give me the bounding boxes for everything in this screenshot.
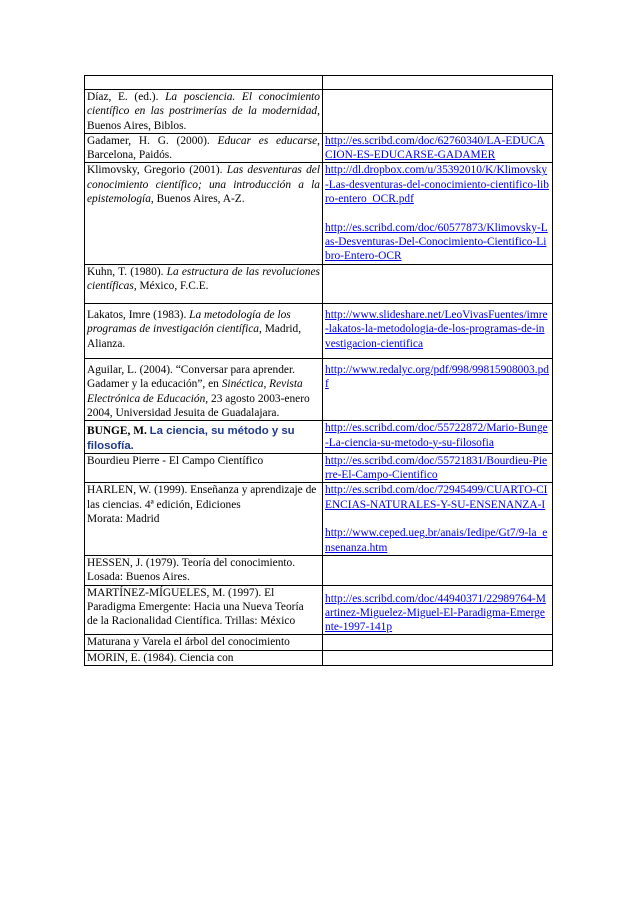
link-cell — [323, 453, 553, 483]
reference-link[interactable]: http://dl.dropbox.com/u/35392010/K/Klimovsky-Las-desventuras-del-conocimiento-cientifico-libro-entero_OCR.pdf — [325, 164, 549, 206]
reference-details: , Buenos Aires, Biblos. — [87, 105, 320, 132]
reference-author: HARLEN, W. (1999). Enseñanza y aprendizaje de las ciencias. 4ª edición, Ediciones — [87, 484, 317, 511]
link-cell — [323, 133, 553, 163]
link-cell — [323, 359, 553, 421]
table-row — [85, 304, 553, 359]
reference-work-title: La ciencia, su método y su filosofía. — [87, 425, 295, 452]
reference-cell — [85, 304, 323, 359]
reference-details: , Barcelona, Paidós. — [87, 134, 320, 162]
reference-cell — [85, 585, 323, 635]
reference-author: Bourdieu Pierre - El Campo Científico — [87, 454, 264, 467]
reference-link[interactable]: http://es.scribd.com/doc/44940371/22989764-Martinez-Miguelez-Miguel-El-Paradigma-Emergente-1997-141p — [325, 592, 546, 634]
reference-cell — [85, 264, 323, 304]
reference-work-title: Educar es educarse — [217, 134, 318, 147]
reference-link[interactable]: http://es.scribd.com/doc/62760340/LA-EDUCACION-ES-EDUCARSE-GADAMER — [325, 134, 545, 162]
reference-author: HESSEN, J. (1979). Teoría del conocimiento. Losada: Buenos Aires. — [87, 556, 296, 584]
reference-details: , Madrid, Alianza. — [87, 323, 302, 350]
reference-details: 23 agosto 2003-enero 2004, Universidad Jesuita de Guadalajara. — [87, 392, 310, 419]
table-row — [85, 650, 553, 665]
reference-work-title: Sinéctica, Revista Electrónica de Educación, — [87, 378, 303, 405]
reference-link[interactable]: http://www.slideshare.net/LeoVivasFuentes/imre-lakatos-la-metodologia-de-los-programas-de-investigacion-cientifica — [325, 309, 548, 350]
reference-author: Maturana y Varela el árbol del conocimiento — [87, 636, 290, 649]
reference-cell — [85, 650, 323, 665]
reference-cell — [85, 453, 323, 483]
reference-author: Díaz, E. (ed.). — [87, 91, 166, 103]
reference-link[interactable]: http://es.scribd.com/doc/55722872/Mario-Bunge-La-ciencia-su-metodo-y-su-filosofia — [325, 422, 548, 449]
reference-link[interactable]: http://es.scribd.com/doc/60577873/Klimovsky-Las-Desventuras-Del-Conocimiento-Cientifico-Libro-Entero-OCR — [325, 221, 548, 263]
table-row — [85, 421, 553, 454]
reference-details: México, F.C.E. — [136, 279, 209, 292]
link-cell — [323, 650, 553, 665]
table-row — [85, 90, 553, 134]
reference-author: MORIN, E. (1984). Ciencia con — [87, 651, 234, 664]
link-cell — [323, 483, 553, 555]
reference-cell — [85, 421, 323, 454]
reference-cell — [85, 90, 323, 134]
reference-details: , Buenos Aires, A-Z. — [150, 193, 245, 206]
table-row — [85, 163, 553, 264]
table-row — [85, 555, 553, 585]
link-cell — [323, 585, 553, 635]
table-row — [85, 585, 553, 635]
reference-cell — [85, 483, 323, 555]
reference-details: Morata: Madrid — [87, 513, 160, 526]
reference-cell — [85, 555, 323, 585]
table-row — [85, 133, 553, 163]
reference-cell — [85, 359, 323, 421]
table-row — [85, 483, 553, 555]
link-cell — [323, 421, 553, 454]
reference-author: Klimovsky, Gregorio (2001). — [87, 164, 227, 177]
link-cell — [323, 264, 553, 304]
link-cell — [323, 76, 553, 90]
link-cell — [323, 555, 553, 585]
table-row — [85, 453, 553, 483]
reference-work-title: Las desventuras del conocimiento científico; una introducción a la epistemología — [87, 164, 320, 206]
reference-link[interactable]: http://www.ceped.ueg.br/anais/Iedipe/Gt7/9-la_ensenanza.htm — [325, 527, 548, 554]
reference-details: de la Racionalidad Científica. Trillas: México — [87, 615, 296, 628]
reference-cell — [85, 76, 323, 90]
link-cell — [323, 304, 553, 359]
reference-link[interactable]: http://es.scribd.com/doc/55721831/Bourdieu-Pierre-El-Campo-Cientifico — [325, 454, 548, 482]
table-row — [85, 359, 553, 421]
table-row — [85, 635, 553, 650]
reference-work-title: La posciencia. El conocimiento científico en las postrimerías de la modernidad — [87, 91, 321, 118]
reference-author: MARTÍNEZ-MÍGUELES, M. (1997). El Paradigma Emergente: Hacia una Nueva Teoría — [87, 586, 304, 613]
reference-author: Lakatos, Imre (1983). — [87, 309, 190, 322]
reference-author: BUNGE, M. — [87, 425, 150, 438]
reference-cell — [85, 133, 323, 163]
reference-author: Gadamer, H. G. (2000). — [87, 134, 218, 147]
references-table — [84, 75, 553, 666]
reference-link[interactable]: http://www.redalyc.org/pdf/998/99815908003.pdf — [325, 364, 549, 391]
reference-cell — [85, 635, 323, 650]
reference-cell — [85, 163, 323, 264]
reference-work-title: La estructura de las revoluciones científicas, — [87, 265, 320, 292]
references-document — [84, 75, 552, 666]
link-cell — [323, 90, 553, 134]
link-cell — [323, 163, 553, 264]
reference-link[interactable]: http://es.scribd.com/doc/72945499/CUARTO-CIENCIAS-NATURALES-Y-SU-ENSENANZA-I — [325, 484, 548, 511]
table-row — [85, 264, 553, 304]
reference-work-title: La metodología de los programas de investigación científica — [87, 309, 291, 336]
reference-author: Aguilar, L. (2004). “Conversar para aprender. Gadamer y la educación”, en — [87, 364, 295, 391]
table-row — [85, 76, 553, 90]
reference-author: Kuhn, T. (1980). — [87, 265, 167, 278]
link-cell — [323, 635, 553, 650]
